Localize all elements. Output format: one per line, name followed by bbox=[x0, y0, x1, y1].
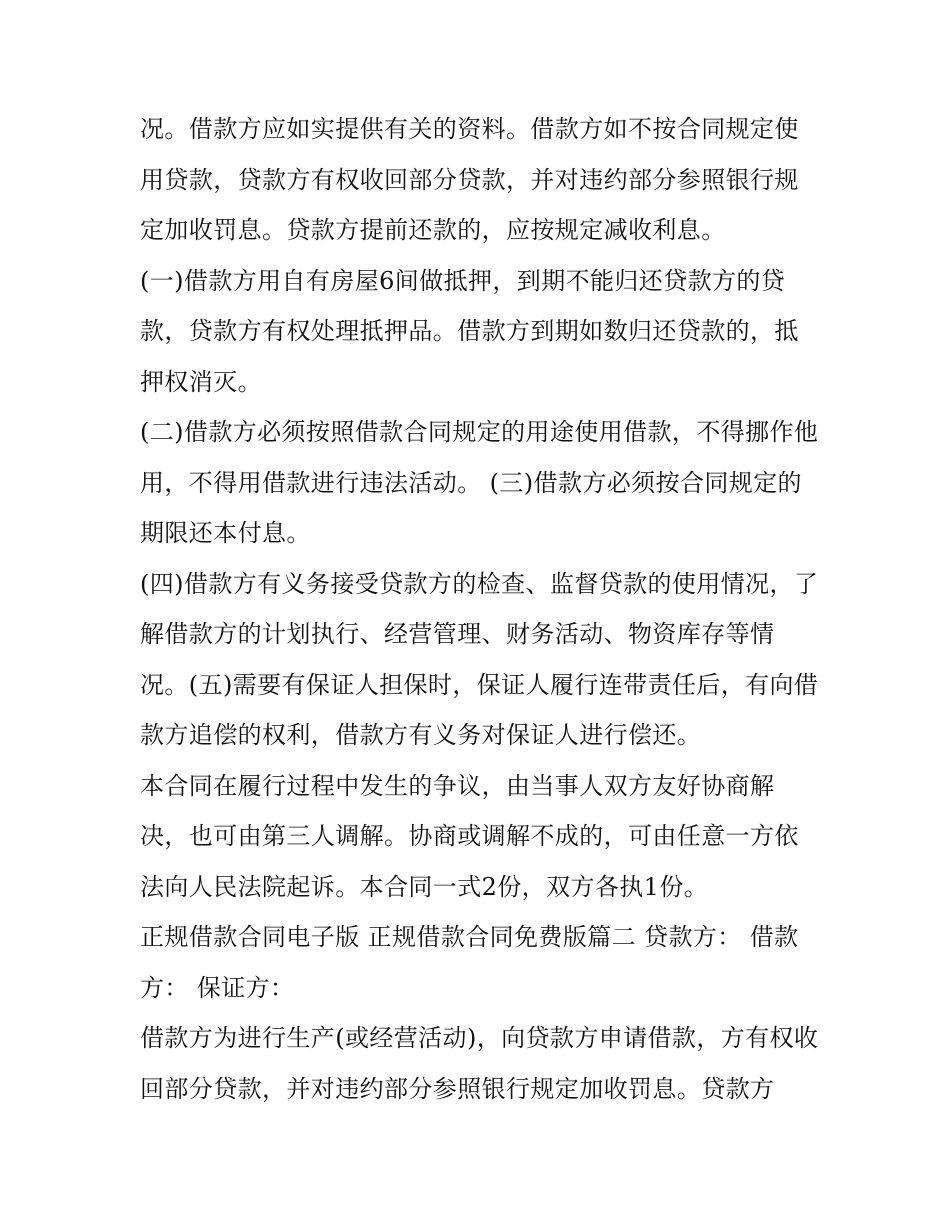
paragraph-2: (一)借款方用自有房屋6间做抵押，到期不能归还贷款方的贷款，贷款方有权处理抵押品。借款方到期如数归还贷款的，抵押权消灭。 bbox=[140, 266, 799, 396]
document-body bbox=[140, 104, 820, 1114]
paragraph-7: 借款方为进行生产(或经营活动)，向贷款方申请借款，方有权收回部分贷款，并对违约部分参照银行规定加收罚息。贷款方 bbox=[140, 1024, 819, 1103]
paragraph-6: 正规借款合同电子版 正规借款合同免费版篇二 贷款方： 借款方： 保证方： bbox=[140, 923, 799, 1002]
paragraph-3: (二)借款方必须按照借款合同规定的用途使用借款，不得挪作他用，不得用借款进行违法活动。 (三)借款方必须按合同规定的期限还本付息。 bbox=[140, 418, 819, 547]
paragraph-5: 本合同在履行过程中发生的争议，由当事人双方友好协商解决，也可由第三人调解。协商或调解不成的，可由任意一方依法向人民法院起诉。本合同一式2份，双方各执1份。 bbox=[140, 771, 799, 901]
paragraph-4: (四)借款方有义务接受贷款方的检查、监督贷款的使用情况，了解借款方的计划执行、经营管理、财务活动、物资库存等情况。(五)需要有保证人担保时，保证人履行连带责任后，有向借款方追偿的权利，借款方有义务对保证人进行偿还。 bbox=[140, 569, 819, 749]
paragraph-1: 况。借款方应如实提供有关的资料。借款方如不按合同规定使用贷款，贷款方有权收回部分贷款，并对违约部分参照银行规定加收罚息。贷款方提前还款的，应按规定减收利息。 bbox=[140, 115, 799, 244]
